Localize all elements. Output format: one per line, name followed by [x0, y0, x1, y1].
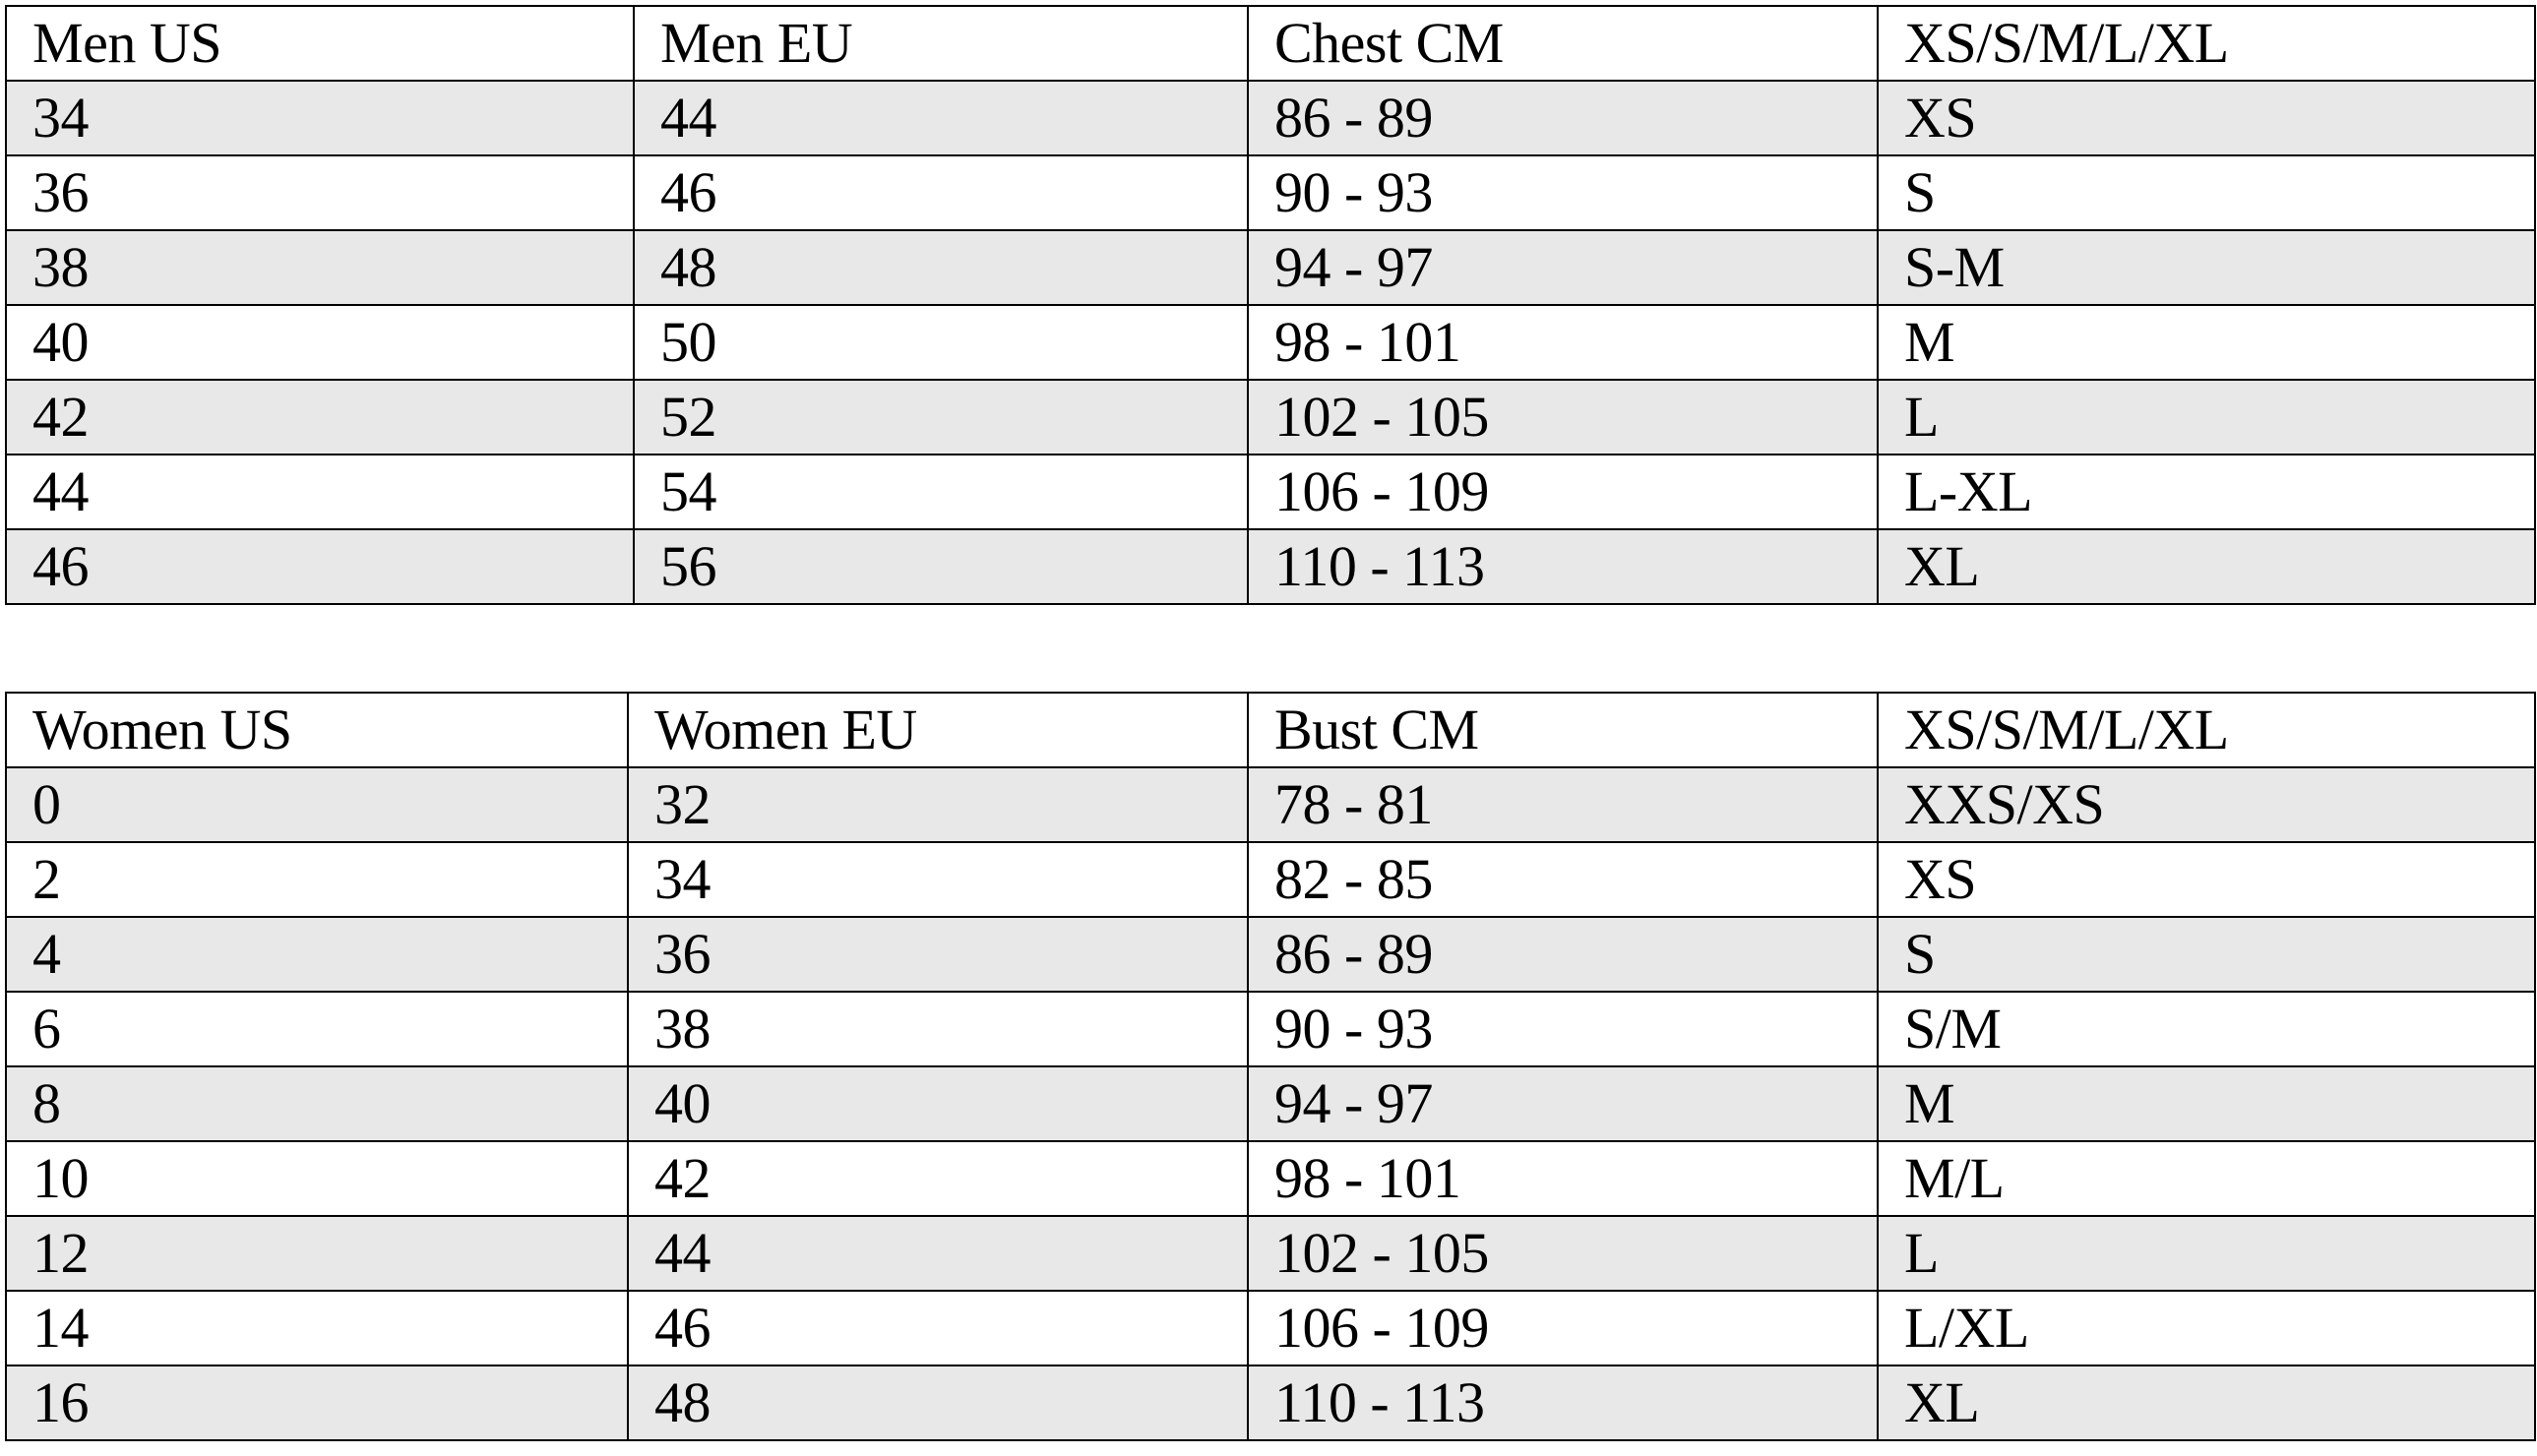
- table-cell: S-M: [1878, 230, 2535, 305]
- table-row: [6, 81, 2535, 155]
- table-cell: 32: [628, 767, 1248, 842]
- table-row: [6, 1141, 2535, 1216]
- table-cell: M: [1878, 305, 2535, 380]
- table-cell: 78 - 81: [1248, 767, 1878, 842]
- table-cell: M/L: [1878, 1141, 2535, 1216]
- table-cell: 106 - 109: [1248, 455, 1878, 529]
- table-row: [6, 455, 2535, 529]
- table-cell: 16: [6, 1365, 628, 1440]
- men-table-body: [6, 6, 2535, 604]
- table-cell: S: [1878, 917, 2535, 992]
- header-row: [6, 6, 2535, 81]
- table-row: [6, 1291, 2535, 1365]
- table-cell: 42: [6, 380, 634, 455]
- table-cell: 110 - 113: [1248, 529, 1878, 604]
- table-cell: S/M: [1878, 992, 2535, 1066]
- table-row: [6, 529, 2535, 604]
- column-header: XS/S/M/L/XL: [1878, 6, 2535, 81]
- table-cell: L: [1878, 1216, 2535, 1291]
- table-cell: L: [1878, 380, 2535, 455]
- table-cell: 36: [6, 155, 634, 230]
- table-cell: 34: [6, 81, 634, 155]
- table-cell: 34: [628, 842, 1248, 917]
- table-row: [6, 992, 2535, 1066]
- column-header: XS/S/M/L/XL: [1878, 693, 2535, 767]
- table-cell: 98 - 101: [1248, 305, 1878, 380]
- column-header: Men US: [6, 6, 634, 81]
- table-cell: 52: [634, 380, 1248, 455]
- table-cell: 90 - 93: [1248, 992, 1878, 1066]
- column-header: Bust CM: [1248, 693, 1878, 767]
- table-cell: 94 - 97: [1248, 1066, 1878, 1141]
- table-cell: 46: [6, 529, 634, 604]
- table-cell: 2: [6, 842, 628, 917]
- table-cell: 50: [634, 305, 1248, 380]
- table-row: [6, 155, 2535, 230]
- table-cell: 86 - 89: [1248, 917, 1878, 992]
- column-header: Chest CM: [1248, 6, 1878, 81]
- table-cell: 4: [6, 917, 628, 992]
- table-cell: 102 - 105: [1248, 1216, 1878, 1291]
- table-cell: 46: [628, 1291, 1248, 1365]
- table-row: [6, 305, 2535, 380]
- table-cell: XL: [1878, 1365, 2535, 1440]
- table-row: [6, 1066, 2535, 1141]
- table-cell: L/XL: [1878, 1291, 2535, 1365]
- table-cell: 44: [634, 81, 1248, 155]
- table-cell: 38: [6, 230, 634, 305]
- table-cell: 38: [628, 992, 1248, 1066]
- table-cell: XL: [1878, 529, 2535, 604]
- table-cell: S: [1878, 155, 2535, 230]
- women-size-table: [5, 692, 2536, 1441]
- table-cell: 90 - 93: [1248, 155, 1878, 230]
- table-cell: XS: [1878, 842, 2535, 917]
- table-row: [6, 842, 2535, 917]
- header-row: [6, 693, 2535, 767]
- table-cell: 10: [6, 1141, 628, 1216]
- table-cell: 6: [6, 992, 628, 1066]
- column-header: Women EU: [628, 693, 1248, 767]
- table-cell: 98 - 101: [1248, 1141, 1878, 1216]
- table-cell: 82 - 85: [1248, 842, 1878, 917]
- table-cell: 48: [634, 230, 1248, 305]
- table-cell: XS: [1878, 81, 2535, 155]
- table-cell: 48: [628, 1365, 1248, 1440]
- table-cell: XXS/XS: [1878, 767, 2535, 842]
- table-cell: 42: [628, 1141, 1248, 1216]
- table-cell: 14: [6, 1291, 628, 1365]
- column-header: Men EU: [634, 6, 1248, 81]
- table-cell: 40: [6, 305, 634, 380]
- men-size-table: [5, 5, 2536, 605]
- table-row: [6, 380, 2535, 455]
- table-row: [6, 1216, 2535, 1291]
- table-cell: 0: [6, 767, 628, 842]
- table-cell: 36: [628, 917, 1248, 992]
- table-cell: 40: [628, 1066, 1248, 1141]
- table-cell: L-XL: [1878, 455, 2535, 529]
- women-table-body: [6, 693, 2535, 1440]
- table-cell: 54: [634, 455, 1248, 529]
- table-row: [6, 1365, 2535, 1440]
- table-row: [6, 917, 2535, 992]
- table-cell: 106 - 109: [1248, 1291, 1878, 1365]
- table-cell: 94 - 97: [1248, 230, 1878, 305]
- table-cell: 46: [634, 155, 1248, 230]
- table-cell: 56: [634, 529, 1248, 604]
- table-cell: 44: [628, 1216, 1248, 1291]
- table-row: [6, 230, 2535, 305]
- table-cell: M: [1878, 1066, 2535, 1141]
- table-cell: 44: [6, 455, 634, 529]
- table-cell: 102 - 105: [1248, 380, 1878, 455]
- table-cell: 12: [6, 1216, 628, 1291]
- table-row: [6, 767, 2535, 842]
- table-cell: 86 - 89: [1248, 81, 1878, 155]
- column-header: Women US: [6, 693, 628, 767]
- table-cell: 110 - 113: [1248, 1365, 1878, 1440]
- table-cell: 8: [6, 1066, 628, 1141]
